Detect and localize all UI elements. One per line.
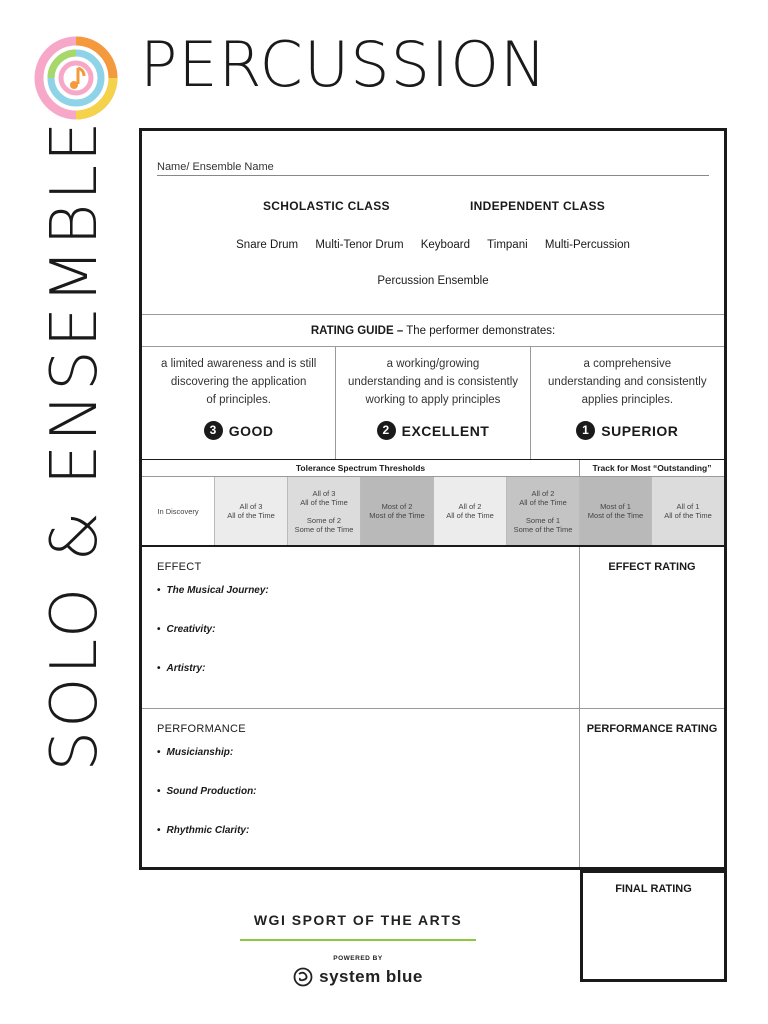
level-number-badge: 3 (204, 421, 223, 440)
tolerance-text: All of the Time (227, 511, 275, 520)
desc-line: working to apply principles (365, 394, 501, 406)
tolerance-text: All of 2 (531, 488, 555, 498)
instrument-item: Keyboard (420, 239, 470, 251)
performance-criterion (157, 747, 233, 758)
tolerance-text: All of the Time (300, 497, 348, 507)
tolerance-header-left: Tolerance Spectrum Thresholds (142, 460, 580, 476)
effect-rating-box[interactable] (580, 547, 724, 709)
desc-line: discovering the application (170, 376, 307, 388)
tolerance-text: Some of the Time (294, 524, 354, 534)
bullet-icon: • (157, 663, 161, 674)
tolerance-text: Most of the Time (369, 511, 425, 520)
criterion-label: Artistry: (166, 663, 206, 674)
tolerance-text: Some of 1 (525, 515, 561, 525)
performance-rating-box[interactable] (580, 709, 724, 867)
level-number-badge: 1 (576, 421, 595, 440)
instrument-item: Multi-Tenor Drum (315, 239, 404, 251)
bullet-icon: • (157, 624, 161, 635)
tolerance-header (142, 459, 724, 477)
system-blue-logo-icon (293, 967, 313, 987)
brand-name: system blue (319, 967, 423, 986)
tolerance-text: All of the Time (446, 511, 494, 520)
tolerance-cell (361, 477, 434, 545)
tolerance-text: Most of the Time (587, 511, 644, 520)
instrument-item: Snare Drum (236, 239, 299, 251)
desc-line: understanding and is consistently (347, 376, 519, 388)
tolerance-text: All of 3 (312, 488, 336, 498)
level-name: SUPERIOR (601, 422, 679, 439)
org-name: WGI SPORT OF THE ARTS (253, 912, 463, 928)
effect-heading: EFFECT (157, 561, 202, 573)
tolerance-text: All of the Time (519, 497, 567, 507)
tolerance-text: All of 2 (458, 502, 482, 511)
bullet-icon: • (157, 747, 161, 758)
tolerance-cell (507, 477, 580, 545)
tolerance-text: In Discovery (157, 506, 199, 516)
entry-info-section (142, 131, 724, 315)
powered-by-label: POWERED BY (333, 955, 383, 962)
class-independent: INDEPENDENT CLASS (470, 199, 606, 213)
rating-level-description (344, 355, 521, 409)
criterion-label: Sound Production: (166, 786, 257, 797)
tolerance-cell (434, 477, 507, 545)
tolerance-cell (288, 477, 361, 545)
desc-line: applies principles. (581, 394, 674, 406)
bullet-icon: • (157, 825, 161, 836)
tolerance-text: All of the Time (664, 511, 712, 520)
tolerance-cell (652, 477, 724, 545)
rating-level-label (142, 421, 335, 440)
instrument-item: Timpani (487, 239, 528, 251)
vertical-title-wrapper (38, 118, 112, 772)
final-rating-box[interactable] (580, 870, 727, 982)
effect-criterion (157, 585, 269, 596)
rating-level-label (336, 421, 529, 440)
effect-rating-label: EFFECT RATING (608, 561, 696, 573)
page-title: PERCUSSION (140, 28, 548, 101)
name-label: Name/ Ensemble Name (157, 161, 274, 173)
tolerance-cell (580, 477, 652, 545)
desc-line: understanding and consistently (548, 376, 707, 388)
tolerance-text: All of 1 (676, 502, 700, 511)
desc-line: of principles. (206, 394, 271, 406)
desc-line: a working/growing (386, 358, 480, 370)
instrument-list (142, 239, 724, 251)
performance-rating-label: PERFORMANCE RATING (586, 723, 718, 735)
rating-level-label (531, 421, 724, 440)
level-name: EXCELLENT (401, 422, 490, 439)
level-name: GOOD (228, 422, 274, 439)
level-number-badge: 2 (377, 421, 396, 440)
performance-heading: PERFORMANCE (157, 723, 246, 735)
tolerance-cell (215, 477, 288, 545)
footer-divider (240, 939, 476, 941)
tolerance-cell (142, 477, 215, 545)
performance-criterion (157, 786, 257, 797)
adjudication-form (139, 128, 727, 870)
criterion-label: Creativity: (166, 624, 216, 635)
rating-level-superior (531, 347, 724, 459)
class-scholastic: SCHOLASTIC CLASS (263, 199, 390, 213)
final-rating-label: FINAL RATING (615, 883, 692, 895)
effect-section (142, 547, 580, 709)
effect-criterion (157, 663, 205, 674)
tolerance-text: All of 3 (239, 502, 263, 511)
rating-guide-title-bold: RATING GUIDE – (310, 325, 404, 337)
rating-guide-title (142, 315, 724, 347)
system-blue-brand (240, 964, 476, 990)
desc-line: a comprehensive (583, 358, 672, 370)
bullet-icon: • (157, 585, 161, 596)
criterion-label: The Musical Journey: (166, 585, 269, 596)
rating-level-description (150, 355, 327, 409)
tolerance-header-right: Track for Most “Outstanding” (592, 463, 712, 473)
rating-guide-levels (142, 347, 724, 459)
rating-level-description (539, 355, 716, 409)
performance-section (142, 709, 580, 867)
vertical-title: SOLO & ENSEMBLE (38, 118, 112, 772)
effect-criterion (157, 624, 215, 635)
criterion-label: Rhythmic Clarity: (166, 825, 250, 836)
tolerance-text: Some of the Time (513, 524, 573, 534)
rating-guide-title-rest: The performer demonstrates: (403, 325, 556, 337)
instrument-item: Multi-Percussion (544, 239, 630, 251)
tolerance-text: Some of 2 (306, 515, 342, 525)
rating-level-good (142, 347, 336, 459)
instrument-ensemble: Percussion Ensemble (377, 275, 489, 287)
tolerance-text: Most of 2 (381, 502, 413, 511)
performance-criterion (157, 825, 249, 836)
criterion-label: Musicianship: (166, 747, 234, 758)
desc-line: a limited awareness and is still (161, 358, 317, 370)
music-note-logo-icon (34, 36, 118, 120)
rating-level-excellent (336, 347, 530, 459)
bullet-icon: • (157, 786, 161, 797)
tolerance-text: Most of 1 (600, 502, 631, 511)
name-field[interactable] (157, 175, 709, 176)
tolerance-spectrum (142, 477, 724, 547)
